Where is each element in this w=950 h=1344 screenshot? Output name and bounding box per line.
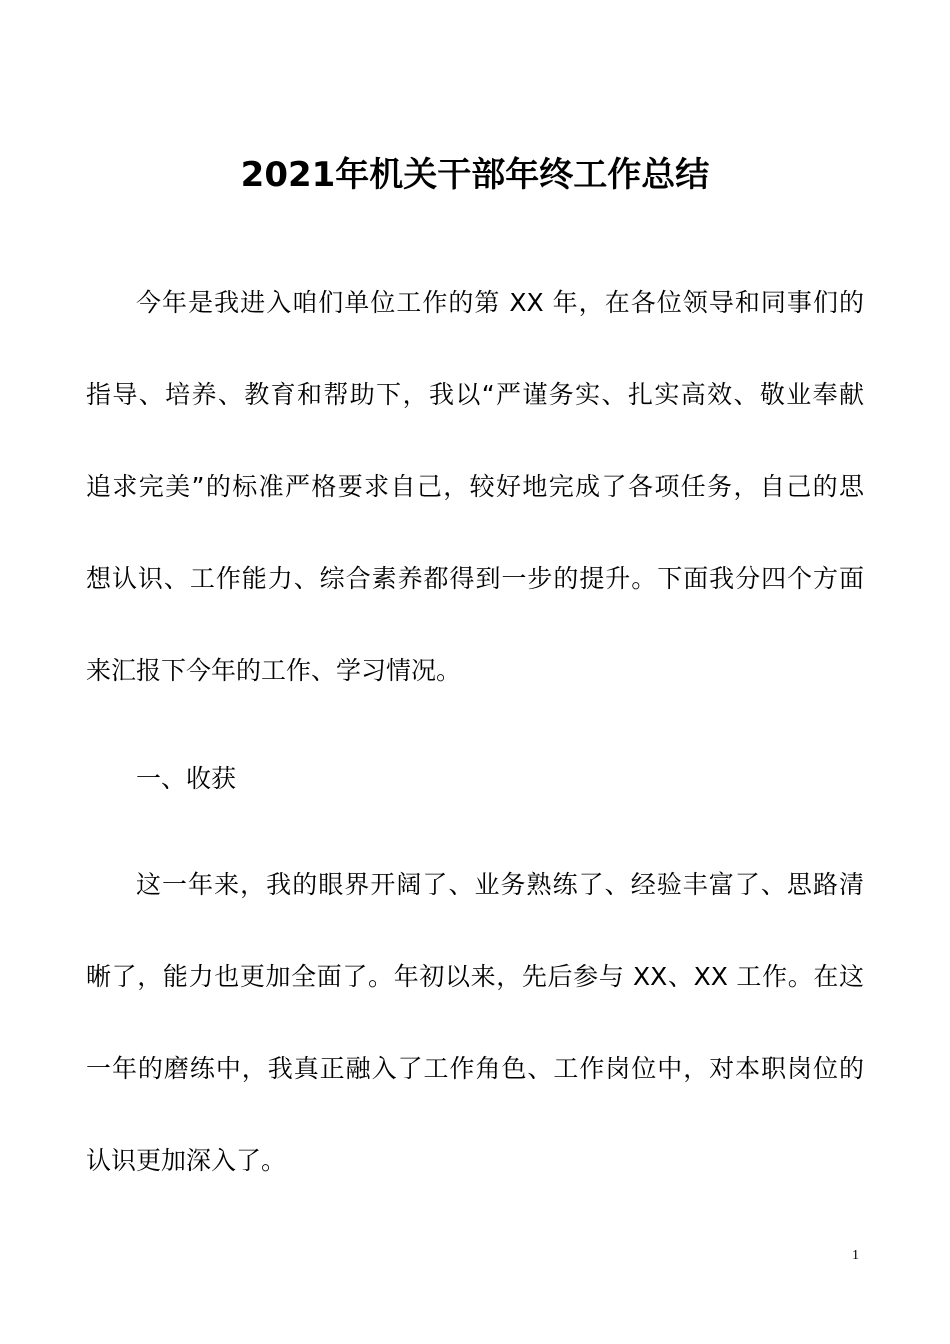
paragraph-line: 指导、培养、教育和帮助下，我以“严谨务实、扎实高效、敬业奉献 xyxy=(86,380,864,409)
page-number: 1 xyxy=(852,1248,859,1263)
paragraph-line: 今年是我进入咱们单位工作的第 XX 年，在各位领导和同事们的 xyxy=(136,288,864,317)
paragraph-line: 认识更加深入了。 xyxy=(86,1146,287,1175)
document-title: 2021年机关干部年终工作总结 xyxy=(240,155,710,195)
paragraph-line: 想认识、工作能力、综合素养都得到一步的提升。下面我分四个方面 xyxy=(86,564,864,593)
paragraph-line: 来汇报下今年的工作、学习情况。 xyxy=(86,656,462,685)
paragraph-line: 一年的磨练中，我真正融入了工作角色、工作岗位中，对本职岗位的 xyxy=(86,1054,864,1083)
section-heading: 一、收获 xyxy=(136,764,237,793)
paragraph-line: 这一年来，我的眼界开阔了、业务熟练了、经验丰富了、思路清 xyxy=(136,870,864,899)
paragraph-line: 晰了，能力也更加全面了。年初以来，先后参与 XX、XX 工作。在这 xyxy=(86,962,864,991)
paragraph-line: 追求完美”的标准严格要求自己，较好地完成了各项任务，自己的思 xyxy=(86,472,864,501)
